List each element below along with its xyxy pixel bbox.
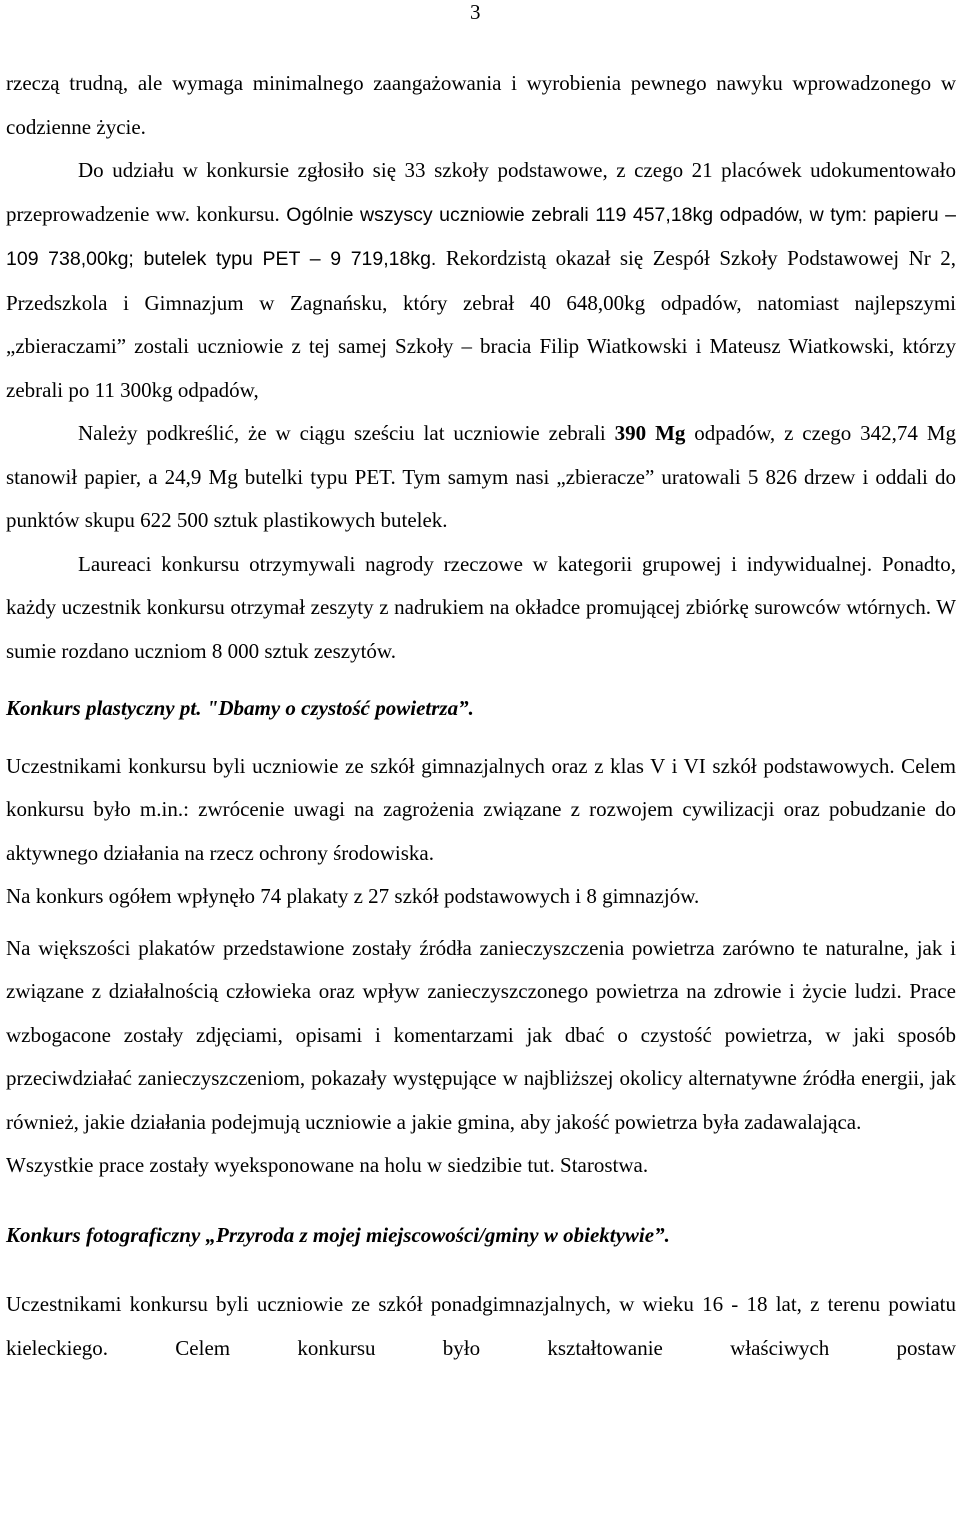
page-number: 3 <box>470 0 481 24</box>
paragraph-intro: rzeczą trudną, ale wymaga minimalnego zaangażowania i wyrobienia pewnego nawyku wprowadzonego w codzienne życie. <box>6 71 956 139</box>
paragraph-art-submissions: Na konkurs ogółem wpłynęło 74 plakaty z 27 szkół podstawowych i 8 gimnazjów. <box>6 884 700 908</box>
paragraph-six-years <box>6 412 956 543</box>
total-mass-value: 390 Mg <box>614 421 686 445</box>
record-holder-text: Rekordzistą okazał się Zespół Szkoły Podstawowej Nr 2, Przedszkola i Gimnazjum w Zagnańsku, który zebrał 40 648,00kg odpadów, natomiast najlepszymi „zbieraczami” zostali uczniowie z tej samej Szkoły – bracia Filip Wiatkowski i Mateusz Wiatkowski, którzy zebrali po 11 300kg odpadów, <box>6 246 956 402</box>
six-years-text-a: Należy podkreślić, że w ciągu sześciu lat uczniowie zebrali <box>78 421 615 445</box>
paragraph-prizes: Laureaci konkursu otrzymywali nagrody rzeczowe w kategorii grupowej i indywidualnej. Ponadto, każdy uczestnik konkursu otrzymał zeszyty z nadrukiem na okładce promującej zbiórkę surowców wtórnych. W sumie rozdano uczniom 8 000 sztuk zeszytów. <box>6 551 956 663</box>
spacer <box>6 919 956 927</box>
six-years-text-b: odpadów, z czego 342,74 Mg stanowił papier, a 24,9 Mg butelki typu PET. Tym samym nasi „zbieracze” uratowali 5 826 drzew i oddali do punktów skupu 622 500 sztuk plastikowych butelek. <box>6 421 957 532</box>
paragraph-art-exhibition: Wszystkie prace zostały wyeksponowane na holu w siedzibie tut. Starostwa. <box>6 1153 649 1177</box>
spacer <box>6 731 956 745</box>
spacer <box>6 1188 956 1214</box>
document-body <box>6 62 956 1370</box>
paragraph-waste-collection <box>6 149 956 412</box>
paragraph-photo-participants: Uczestnikami konkursu byli uczniowie ze szkół ponadgimnazjalnych, w wieku 16 - 18 lat, z terenu powiatu kieleckiego. Celem konkursu było kształtowanie właściwych postaw <box>6 1292 956 1360</box>
spacer <box>6 673 956 687</box>
participation-text: Do udziału w konkursie zgłosiło się 33 szkoły podstawowe, z czego 21 placówek udokumentowało przeprowadzenie ww. konkursu. <box>6 158 956 226</box>
heading-art-contest: Konkurs plastyczny pt. "Dbamy o czystość powietrza”. <box>6 696 474 720</box>
totals-text: Ogólnie wszyscy uczniowie zebrali 119 457,18kg odpadów, w tym: papieru – 109 738,00kg; butelek typu PET – 9 719,18kg. <box>6 203 957 270</box>
paragraph-art-posters: Na większości plakatów przedstawione zostały źródła zanieczyszczenia powietrza zarówno te naturalne, jak i związane z działalnością człowieka oraz wpływ zanieczyszczonego powietrza na zdrowie i życie ludzi. Prace wzbogacone zostały zdjęciami, opisami i komentarzami jak dbać o czystość powietrza, w jaki sposób przeciwdziałać zanieczyszczeniom, pokazały występujące w najbliższej okolicy alternatywne źródła energii, jak również, jakie działania podejmują uczniowie a jakie gmina, aby jakość powietrza była zadawalająca. <box>6 935 956 1134</box>
spacer <box>6 1257 956 1283</box>
paragraph-art-participants: Uczestnikami konkursu byli uczniowie ze szkół gimnazjalnych oraz z klas V i VI szkół podstawowych. Celem konkursu było m.in.: zwrócenie uwagi na zagrożenia związane z rozwojem cywilizacji oraz pobudzanie do aktywnego działania na rzecz ochrony środowiska. <box>6 753 956 865</box>
heading-photo-contest: Konkurs fotograficzny „Przyroda z mojej miejscowości/gminy w obiektywie”. <box>6 1222 670 1247</box>
